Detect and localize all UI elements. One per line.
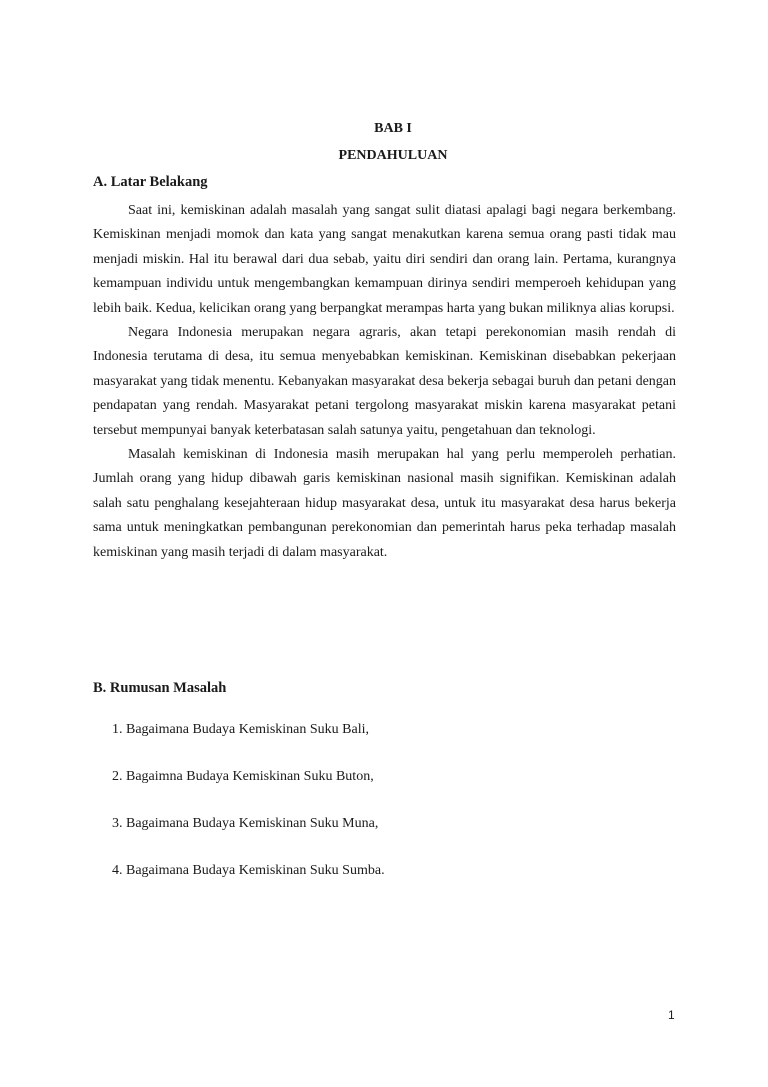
list-item: 4. Bagaimana Budaya Kemiskinan Suku Sumba. (112, 863, 385, 878)
chapter-label: BAB I (374, 121, 412, 136)
list-item: 3. Bagaimana Budaya Kemiskinan Suku Muna, (112, 816, 379, 831)
paragraph: Negara Indonesia merupakan negara agraris, akan tetapi perekonomian masih rendah di Indonesia terutama di desa, itu semua menyebabkan kemiskinan. Kemiskinan disebabkan pekerjaan masyarakat yang tidak menentu. Kebanyakan masyarakat desa bekerja sebagai buruh dan petani dengan pendapatan yang rendah. Masyarakat petani tergolong masyarakat miskin karena masyarakat petani tersebut mempunyai banyak keterbatasan salah satunya yaitu, pengetahuan dan teknologi. (93, 325, 676, 438)
section-b-heading: B. Rumusan Masalah (93, 680, 227, 696)
problem-list (112, 720, 385, 908)
section-a-body (93, 199, 676, 565)
paragraph: Saat ini, kemiskinan adalah masalah yang sangat sulit diatasi apalagi bagi negara berkembang. Kemiskinan menjadi momok dan kata yang sangat menakutkan karena semua orang pasti tidak mau menjadi miskin. Hal itu berawal dari dua sebab, yaitu diri sendiri dan orang lain. Pertama, kurangnya kemampuan individu untuk mengembangkan kemampuan dirinya sendiri memperoeh kehidupan yang lebih baik. Kedua, kelicikan orang yang berpangkat merampas harta yang bukan miliknya alias korupsi. (93, 203, 676, 316)
list-item: 2. Bagaimna Budaya Kemiskinan Suku Buton, (112, 769, 374, 784)
page-number: 1 (668, 1008, 675, 1022)
list-item: 1. Bagaimana Budaya Kemiskinan Suku Bali, (112, 722, 370, 737)
chapter-title: PENDAHULUAN (338, 148, 448, 163)
paragraph: Masalah kemiskinan di Indonesia masih merupakan hal yang perlu memperoleh perhatian. Jumlah orang yang hidup dibawah garis kemiskinan nasional masih signifikan. Kemiskinan adalah salah satu penghalang kesejahteraan hidup masyarakat desa, untuk itu masyarakat desa harus bekerja sama untuk meningkatkan pembangunan perekonomian dan pemerintah harus peka terhadap masalah kemiskinan yang masih terjadi di dalam masyarakat. (93, 447, 676, 560)
section-a-heading: A. Latar Belakang (93, 174, 208, 190)
